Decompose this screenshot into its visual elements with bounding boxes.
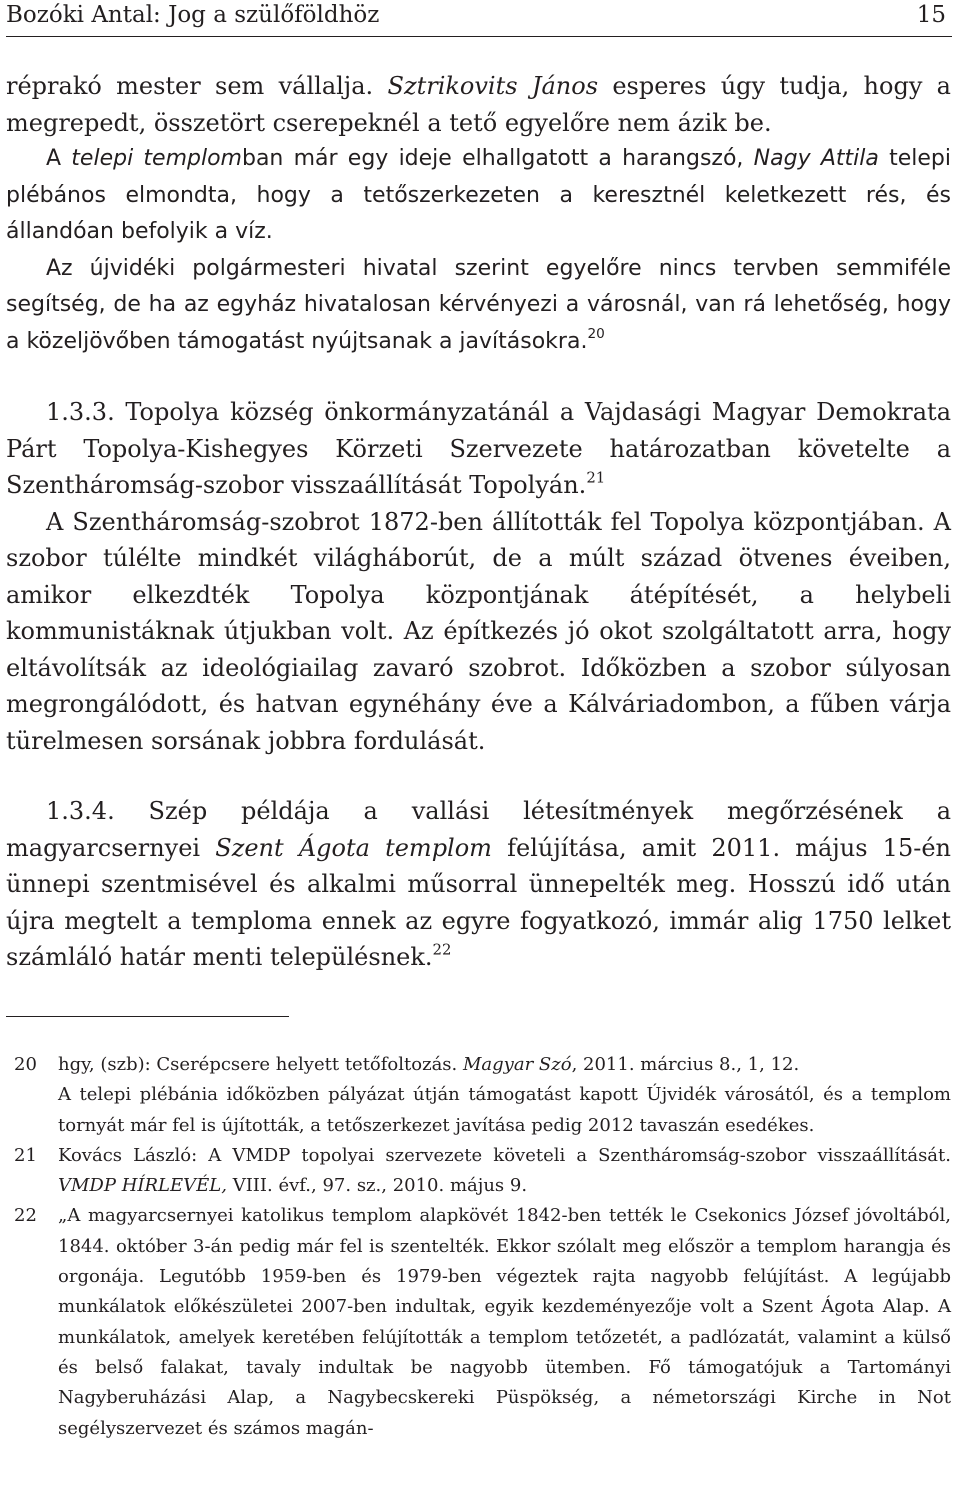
italic-name: Sztrikovits János — [387, 72, 599, 100]
text-run: 1.3.4. Szép példája a vallási létesítmények megőrzésének a magyarcsernyei — [6, 797, 951, 862]
italic-name: Nagy Attila — [753, 146, 879, 171]
footnote-21 — [6, 1141, 951, 1202]
footnote-ref[interactable]: 22 — [432, 940, 452, 959]
text-run: telepi plébános elmondta, hogy a tetőszerkezeten a keresztnél keletkezett rés, és állandóan befolyik a víz. — [6, 146, 951, 244]
section-1-3-4 — [6, 793, 951, 976]
paragraph-3 — [6, 251, 951, 361]
text-run: esperes úgy tudja, hogy a megrepedt, összetört cserepeknél a tető egyelőre nem ázik be. — [6, 72, 951, 137]
text-run: réprakó mester sem vállalja. — [6, 72, 388, 100]
text-run: A — [46, 146, 72, 171]
text-run: Kovács László: A VMDP topolyai szervezete követeli a Szentháromság-szobor visszaállítását. — [58, 1144, 951, 1166]
text-run: hgy, (szb): Cserépcsere helyett tetőfoltozás. — [58, 1054, 463, 1075]
footnote-text — [58, 1141, 951, 1202]
paragraph-2 — [6, 141, 951, 251]
footnotes — [6, 1050, 951, 1444]
text-run: , 2011. március 8., 1, 12. — [571, 1054, 800, 1075]
footnote-number: 22 — [14, 1205, 37, 1227]
footnote-20 — [6, 1050, 951, 1141]
footnote-text: „A magyarcsernyei katolikus templom alapkövét 1842-ben tették le Csekonics József jóvoltából, 1844. október 3-án pedig már fel is szentelték. Ekkor szólalt meg először a templom harangja és orgonája. Legutóbb 1959-ben és 1979-ben végeztek rajta nagyobb felújítást. A legújabb munkálatok előkészületei 2007-ben indultak, egyik kezdeményezője volt a Szent Ágota Alap. A munkálatok, amelyek keretében felújították a templom tetőzetét, a padlózatát, valamint a külső és belső falakat, tavaly indultak be nagyobb ütemben. Fő támogatójuk a Tartományi Nagyberuházási Alap, a Nagybecskereki Püspökség, a németországi Kirche in Not segélyszervezet és számos magán- — [58, 1205, 951, 1439]
italic-title: Magyar Szó — [463, 1054, 572, 1075]
text-run: 1.3.3. Topolya község önkormányzatánál a Vajdasági Magyar Demokrata Párt Topolya-Kishegyes Körzeti Szervezete határozatban követelte a Szentháromság-szobor visszaállítását Topolyán. — [6, 398, 951, 499]
body-text — [6, 68, 951, 976]
italic-name: Szent Ágota templom — [215, 833, 492, 862]
text-run: Az újvidéki polgármesteri hivatal szerint egyelőre nincs tervben semmiféle segítség, de ha az egyház hivatalosan kérvényezi a városnál, van rá lehetőség, hogy a közeljövőben támogatást nyújtsanak a javításokra. — [6, 255, 951, 354]
page-number: 15 — [916, 2, 946, 28]
footnote-text: A telepi plébánia időközben pályázat útján támogatást kapott Újvidék városától, és a templom tornyát már fel is újították, a tetőszerkezet javítása pedig 2012 tavaszán esedékes. — [58, 1084, 951, 1136]
footnote-ref[interactable]: 21 — [586, 468, 606, 487]
text-run: ban már egy ideje elhallgatott a harangszó, — [241, 146, 754, 171]
paragraph-1 — [6, 68, 951, 141]
running-header — [6, 0, 952, 37]
italic-title: VMDP HÍRLEVÉL, — [58, 1175, 227, 1197]
footnote-separator — [6, 1016, 289, 1017]
footnote-ref[interactable]: 20 — [587, 325, 605, 342]
footnote-number: 21 — [14, 1144, 37, 1166]
section-1-3-3 — [6, 394, 951, 504]
text-run: felújítása, amit 2011. május 15-én ünnepi szentmisével és alkalmi műsorral ünnepelték meg. Hosszú idő után újra megtelt a temploma ennek az egyre fogyatkozó, immár alig 1750 lelket számláló határ menti településnek. — [6, 833, 951, 971]
text-run: VIII. évf., 97. sz., 2010. május 9. — [226, 1175, 528, 1197]
italic-name: telepi templom — [71, 146, 242, 171]
paragraph-5 — [6, 504, 951, 760]
running-title: Bozóki Antal: Jog a szülőföldhöz — [6, 2, 380, 28]
footnote-text — [58, 1050, 951, 1080]
text-run: A Szentháromság-szobrot 1872-ben állították fel Topolya központjában. A szobor túlélte mindkét világháborút, de a múlt század ötvenes éveiben, amikor elkezdték Topolya központjának átépítését, a helybeli kommunistáknak útjukban volt. Az építkezés jó okot szolgáltatott arra, hogy eltávolítsák az ideológiailag zavaró szobrot. Időközben a szobor súlyosan megrongálódott, és hatvan egynéhány éve a Kálváriadombon, a fűben várja türelmesen sorsának jobbra fordulását. — [6, 507, 951, 755]
footnote-22 — [6, 1201, 951, 1443]
footnote-number: 20 — [14, 1054, 37, 1075]
